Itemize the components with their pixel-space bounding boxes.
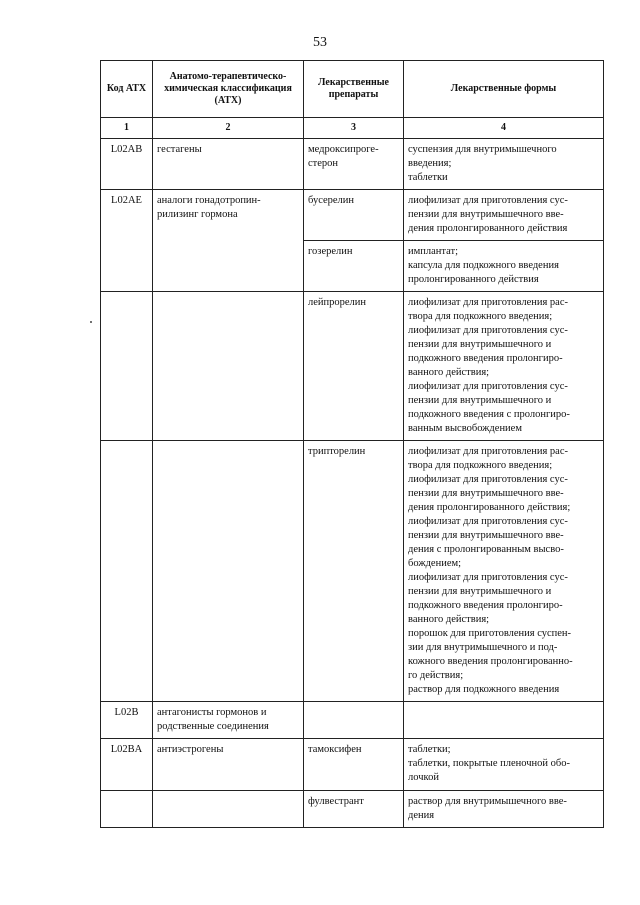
cell-text-line: дения пролонгированного действия; [408,502,571,513]
cell-text-line: лиофилизат для приготовления рас- [408,297,569,308]
table-row [101,739,604,791]
cell-text-line: антагонисты гормонов и [157,707,267,718]
header-classification [153,61,304,118]
cell-text-line: лиофилизат для приготовления рас- [408,446,569,457]
cell-text-line: суспензия для внутримышечного [408,144,557,155]
classification-cell [153,702,304,739]
cell-text-line: гестагены [157,144,202,155]
cell-text-line: лиофилизат для приготовления сус- [408,474,568,485]
cell-text-line: лиофилизат для приготовления сус- [408,381,568,392]
cell-text-line: фулвестрант [308,796,364,807]
cell-text-line: твора для подкожного введения; [408,311,553,322]
drug-cell [304,739,404,791]
cell-text-line: Код АТХ [106,83,147,94]
cell-text-line: зии для внутримышечного и под- [408,642,558,653]
cell-text-line: таблетки; [408,744,451,755]
cell-text-line: рилизинг гормона [157,209,238,220]
atx-code-cell [101,441,153,702]
cell-text-line: аналоги гонадотропин- [157,195,261,206]
cell-text-line: химическая классификация [164,83,292,94]
cell-text-line: Анатомо-терапевтическо- [169,71,287,82]
header-forms [404,61,604,118]
dosage-forms-cell [404,241,604,292]
cell-text-line: подкожного введения пролонгиро- [408,353,563,364]
dosage-forms-cell [404,739,604,791]
classification-cell [153,791,304,828]
drug-cell [304,139,404,190]
cell-text-line: го действия; [408,670,464,681]
column-number: 3 [304,118,404,139]
dosage-forms-cell [404,190,604,241]
cell-text-line: антиэстрогены [157,744,224,755]
column-number: 2 [153,118,304,139]
scan-speck [90,321,92,323]
atx-code-cell [101,791,153,828]
cell-text-line: ванным высвобождением [408,423,522,434]
column-number-row [101,118,604,139]
cell-text-line: тамоксифен [308,744,362,755]
cell-text-line: лейпрорелин [308,297,367,308]
column-number: 1 [101,118,153,139]
table-row [101,190,604,241]
drug-cell [304,441,404,702]
cell-text-line: препараты [328,89,379,100]
dosage-forms-cell [404,702,604,739]
cell-text-line: ванного действия; [408,614,490,625]
atx-code-cell: L02BA [101,739,153,791]
cell-text-line: пензии для внутримышечного и [408,586,552,597]
classification-cell [153,190,304,292]
table-row [101,441,604,702]
classification-cell [153,292,304,441]
cell-text-line: пензии для внутримышечного вве- [408,488,564,499]
drug-cell [304,791,404,828]
cell-text-line: родственные соединения [157,721,269,732]
cell-text-line: порошок для приготовления суспен- [408,628,572,639]
cell-text-line: раствор для подкожного введения [408,684,560,695]
dosage-forms-cell [404,441,604,702]
table-header-row [101,61,604,118]
column-number: 4 [404,118,604,139]
cell-text-line: лиофилизат для приготовления сус- [408,195,568,206]
cell-text-line: бождением; [408,558,462,569]
atx-table [100,60,604,828]
cell-text-line: дения пролонгированного действия [408,223,568,234]
dosage-forms-cell [404,139,604,190]
cell-text-line: пензии для внутримышечного вве- [408,209,564,220]
cell-text-line: введения; [408,158,452,169]
table-row [101,791,604,828]
atx-code-cell [101,292,153,441]
cell-text-line: трипторелин [308,446,366,457]
cell-text-line: дения с пролонгированным высво- [408,544,564,555]
cell-text-line: гозерелин [308,246,353,257]
cell-text-line: раствор для внутримышечного вве- [408,796,567,807]
cell-text-line: подкожного введения с пролонгиро- [408,409,570,420]
cell-text-line: пензии для внутримышечного вве- [408,530,564,541]
page-number: 53 [313,35,327,50]
cell-text-line: лиофилизат для приготовления сус- [408,325,568,336]
drug-cell [304,190,404,241]
cell-text-line: пензии для внутримышечного и [408,395,552,406]
dosage-forms-cell [404,292,604,441]
table-row [101,702,604,739]
header-drugs [304,61,404,118]
cell-text-line: пензии для внутримышечного и [408,339,552,350]
drug-cell [304,241,404,292]
drug-cell [304,292,404,441]
cell-text-line: лочкой [408,772,439,783]
cell-text-line: стерон [308,158,339,169]
atx-code-cell: L02AB [101,139,153,190]
cell-text-line: таблетки, покрытые пленочной обо- [408,758,570,769]
cell-text-line: Лекарственные формы [450,83,557,94]
classification-cell [153,441,304,702]
classification-cell [153,739,304,791]
drug-cell [304,702,404,739]
cell-text-line: пролонгированного действия [408,274,539,285]
cell-text-line: твора для подкожного введения; [408,460,553,471]
cell-text-line: кожного введения пролонгированно- [408,656,573,667]
header-code [101,61,153,118]
atx-code-cell: L02AE [101,190,153,292]
dosage-forms-cell [404,791,604,828]
cell-text-line: Лекарственные [318,77,389,88]
table-row [101,292,604,441]
cell-text-line: (АТХ) [214,95,242,106]
atx-code-cell: L02B [101,702,153,739]
cell-text-line: бусерелин [308,195,355,206]
cell-text-line: ванного действия; [408,367,490,378]
cell-text-line: таблетки [408,172,448,183]
table-row [101,139,604,190]
cell-text-line: подкожного введения пролонгиро- [408,600,563,611]
cell-text-line: лиофилизат для приготовления сус- [408,572,568,583]
cell-text-line: имплантат; [408,246,459,257]
classification-cell [153,139,304,190]
cell-text-line: лиофилизат для приготовления сус- [408,516,568,527]
cell-text-line: медроксипроге- [308,144,379,155]
cell-text-line: дения [408,810,435,821]
cell-text-line: капсула для подкожного введения [408,260,559,271]
